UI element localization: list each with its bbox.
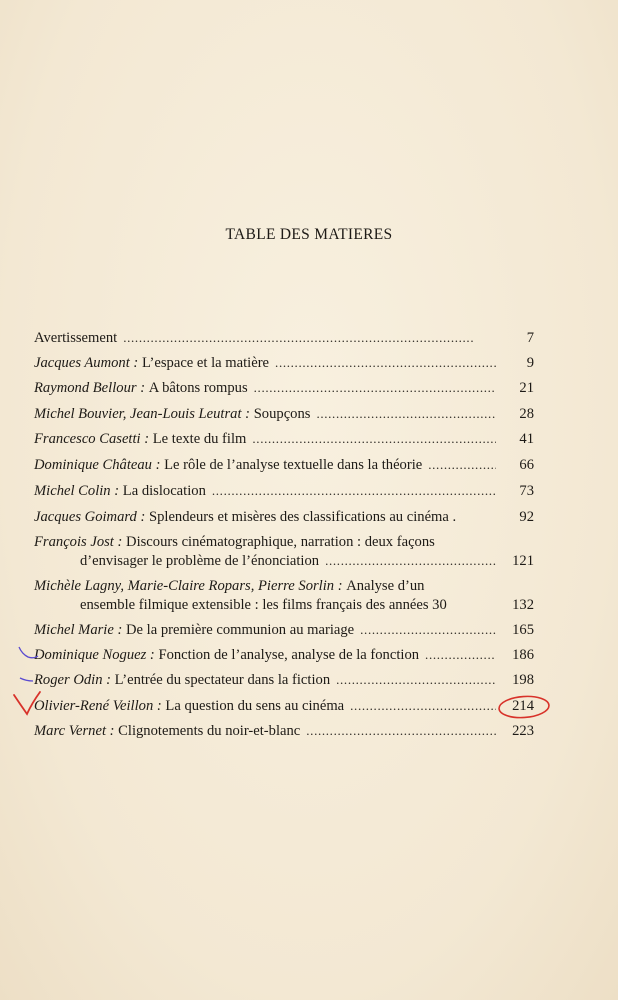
page-number: 73 <box>519 483 534 499</box>
tick-mark-odin <box>20 678 33 681</box>
entry-title: Analyse d’un <box>346 578 425 594</box>
entry-author: Olivier-René Veillon : <box>34 698 162 714</box>
page-number: 7 <box>526 330 534 346</box>
page-number: 223 <box>512 723 534 739</box>
page-number: 198 <box>512 672 534 688</box>
entry-author: Jacques Goimard : <box>34 509 146 525</box>
entry-title-continued: d’envisager le problème de l’énonciation <box>80 553 320 569</box>
entry-author: Roger Odin : <box>34 672 112 688</box>
entry-title: Le texte du film <box>152 431 247 447</box>
circled-page-number <box>498 695 549 719</box>
entry-title: Avertissement <box>34 330 118 346</box>
entry-author: Michel Colin : <box>34 483 120 499</box>
page-number: 165 <box>512 622 534 638</box>
entry-title: Soupçons <box>253 406 311 422</box>
entry-title: L’entrée du spectateur dans la fiction <box>114 672 331 688</box>
page-number: 92 <box>519 509 534 525</box>
entry-title: Fonction de l’analyse, analyse de la fonction <box>158 647 420 663</box>
entry-title: A bâtons rompus <box>148 380 248 396</box>
page-number: 66 <box>519 457 534 473</box>
page-number: 28 <box>519 406 534 422</box>
entry-title: Discours cinématographique, narration : deux façons <box>126 534 435 550</box>
entry-title: De la première communion au mariage <box>126 622 355 638</box>
entry-author: Francesco Casetti : <box>34 431 150 447</box>
entry-author: Dominique Noguez : <box>34 647 155 663</box>
page-number: 186 <box>512 647 534 663</box>
page-number: 21 <box>519 380 534 396</box>
page-number: 132 <box>512 597 534 613</box>
entry-title-continued: ensemble filmique extensible : les films français des années 30 <box>80 597 447 613</box>
entry-author: Dominique Château : <box>34 457 161 473</box>
page-title: TABLE DES MATIERES <box>225 226 393 243</box>
entry-title: La dislocation <box>122 483 206 499</box>
entry-title: La question du sens au cinéma <box>165 698 345 714</box>
entry-author: Jacques Aumont : <box>34 355 139 371</box>
page-number: 41 <box>519 431 534 447</box>
entry-author: Michel Bouvier, Jean-Louis Leutrat : <box>34 406 251 422</box>
entry-author: Michèle Lagny, Marie-Claire Ropars, Pierre Sorlin : <box>34 578 343 594</box>
entry-author: Marc Vernet : <box>34 723 115 739</box>
page-number: 121 <box>512 553 534 569</box>
page-number: 9 <box>526 355 534 371</box>
page-number: 214 <box>512 698 534 714</box>
entry-title: L’espace et la matière <box>141 355 270 371</box>
checkmark-veillon <box>14 692 40 714</box>
entry-author: Raymond Bellour : <box>34 380 146 396</box>
tick-mark-noguez <box>19 647 38 658</box>
entry-title: Le rôle de l’analyse textuelle dans la théorie <box>164 457 423 473</box>
entry-title: Clignotements du noir-et-blanc <box>118 723 301 739</box>
entry-author: François Jost : <box>34 534 123 550</box>
entry-author: Michel Marie : <box>34 622 123 638</box>
entry-title: Splendeurs et misères des classifications au cinéma . <box>148 509 457 525</box>
